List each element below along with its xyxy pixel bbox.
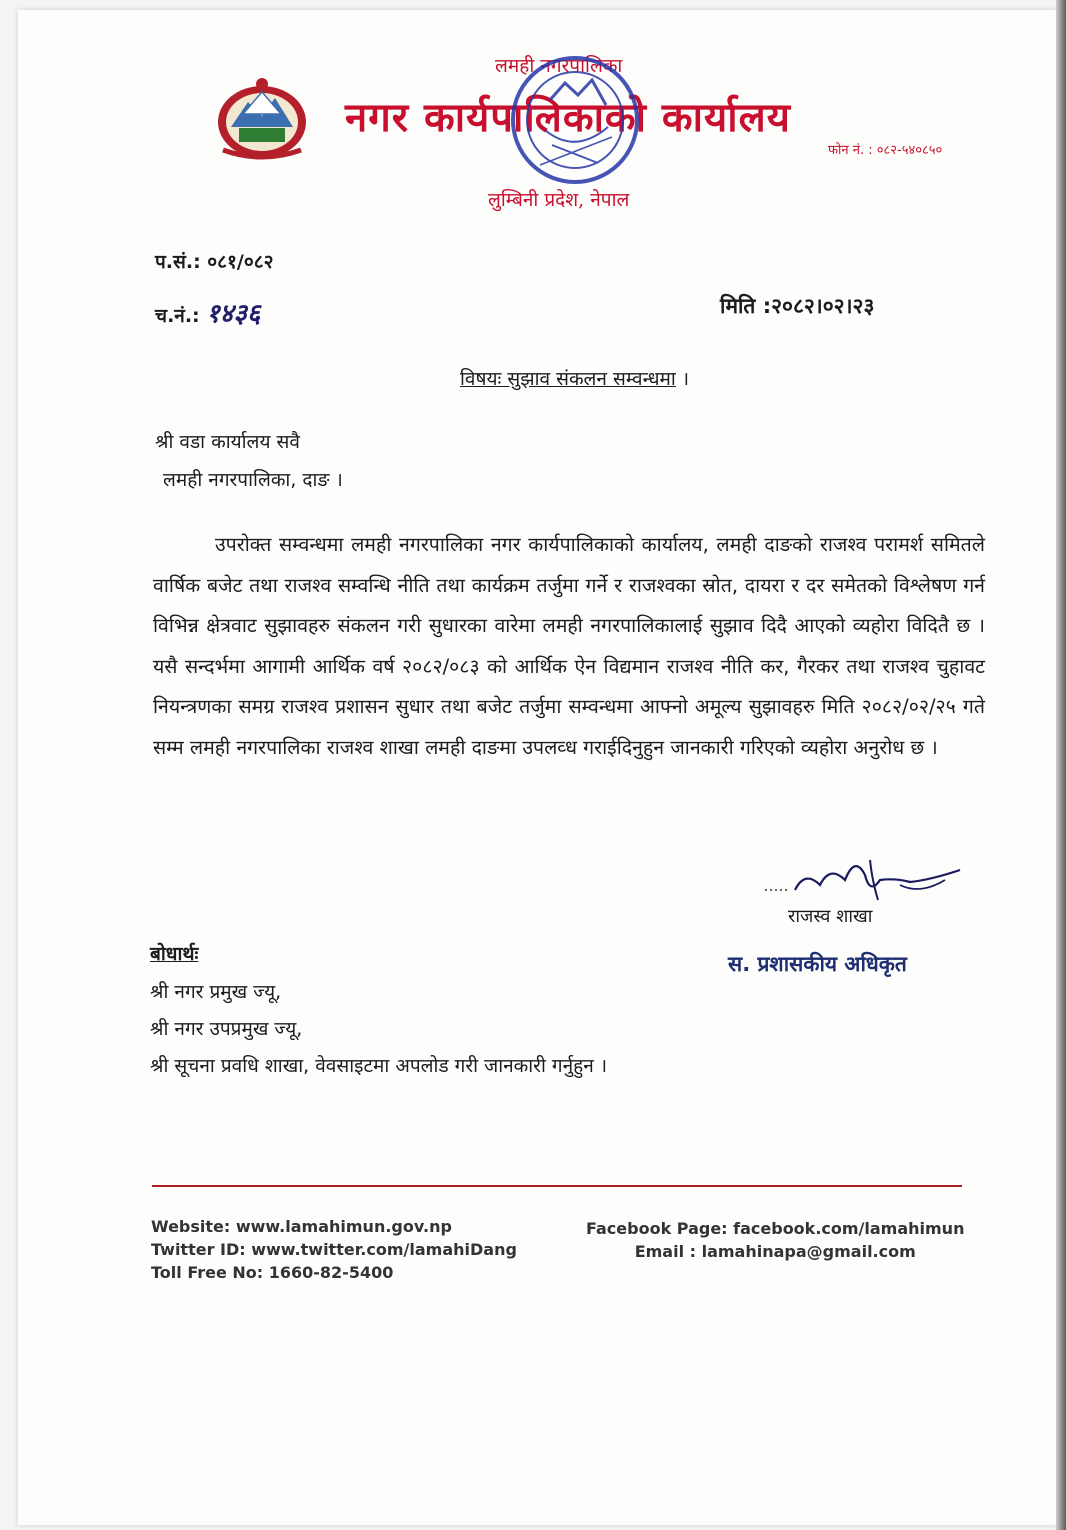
footer-divider [152, 1185, 962, 1187]
office-province: लुम्बिनी प्रदेश, नेपाल [488, 189, 630, 211]
signatory-title: स. प्रशासकीय अधिकृत [728, 952, 907, 976]
subject-end: । [681, 368, 690, 390]
letter-subject [460, 365, 689, 391]
cc-item-3: श्री सूचना प्रवधि शाखा, वेवसाइटमा अपलोड गरी जानकारी गर्नुहुन । [150, 1055, 608, 1077]
footer-facebook: Facebook Page: facebook.com/lamahimun [586, 1219, 965, 1238]
page-edge-shadow [1056, 0, 1066, 1530]
office-municipality-name: लमही नगरपालिका [495, 55, 623, 77]
dispatch-value: १४३६ [206, 299, 261, 329]
footer-twitter: Twitter ID: www.twitter.com/lamahiDang [151, 1240, 517, 1259]
letter-body: उपरोक्त सम्वन्धमा लमही नगरपालिका नगर कार्यपालिकाको कार्यालय, लमही दाङको राजश्व परामर्श समितले वार्षिक बजेट तथा राजश्व सम्वन्धि नीति तथा कार्यक्रम तर्जुमा गर्ने र राजश्वका स्रोत, दायरा र दर समेतको विश्लेषण गर्न विभिन्न क्षेत्रवाट सुझावहरु संकलन गरी सुधारका वारेमा लमही नगरपालिकालाई सुझाव दिदै आएको व्यहोरा विदितै छ । यसै सन्दर्भमा आगामी आर्थिक वर्ष २०८२/०८३ को आर्थिक ऐन विद्यमान राजश्व नीति कर, गैरकर तथा राजश्व चुहावट नियन्त्रणका समग्र राजश्व प्रशासन सुधार तथा बजेट तर्जुमा सम्वन्धमा आफ्नो अमूल्य सुझावहरु मिति २०८२/०२/२५ गते सम्म लमही नगरपालिका राजश्व शाखा लमही दाङमा उपलव्ध गराईदिनुहुन जानकारी गरिएको व्यहोरा अनुरोध छ । [153, 533, 985, 759]
footer-email: Email : lamahinapa@gmail.com [634, 1242, 916, 1261]
addressee-line-2: लमही नगरपालिका, दाङ । [163, 469, 343, 491]
addressee-line-1: श्री वडा कार्यालय सवै [155, 431, 300, 453]
footer-tollfree: Toll Free No: 1660-82-5400 [151, 1263, 394, 1282]
office-phone: फोन नं. : ०८२-५४०८५० [828, 143, 943, 158]
letter-date: मिति :२०८२।०२।२३ [720, 294, 875, 318]
subject-text: विषयः सुझाव संकलन सम्वन्धमा [460, 368, 676, 390]
signature-section: राजस्व शाखा [788, 906, 873, 927]
footer-contacts-left [151, 1215, 517, 1284]
nepal-emblem-icon [213, 72, 311, 162]
footer-website: Website: www.lamahimun.gov.np [151, 1217, 452, 1236]
office-seal-icon [500, 45, 650, 205]
cc-item-1: श्री नगर प्रमुख ज्यू, [150, 981, 282, 1003]
cc-label: बोधार्थः [150, 943, 199, 965]
dispatch-label: च.नं.: [155, 305, 200, 327]
footer-contacts-right [586, 1217, 964, 1263]
office-title: नगर कार्यपालिकाको कार्यालय [345, 94, 791, 141]
letter-number: प.सं.: ०८१/०८२ [155, 251, 274, 273]
cc-item-2: श्री नगर उपप्रमुख ज्यू, [150, 1018, 303, 1040]
dispatch-number [155, 294, 260, 330]
